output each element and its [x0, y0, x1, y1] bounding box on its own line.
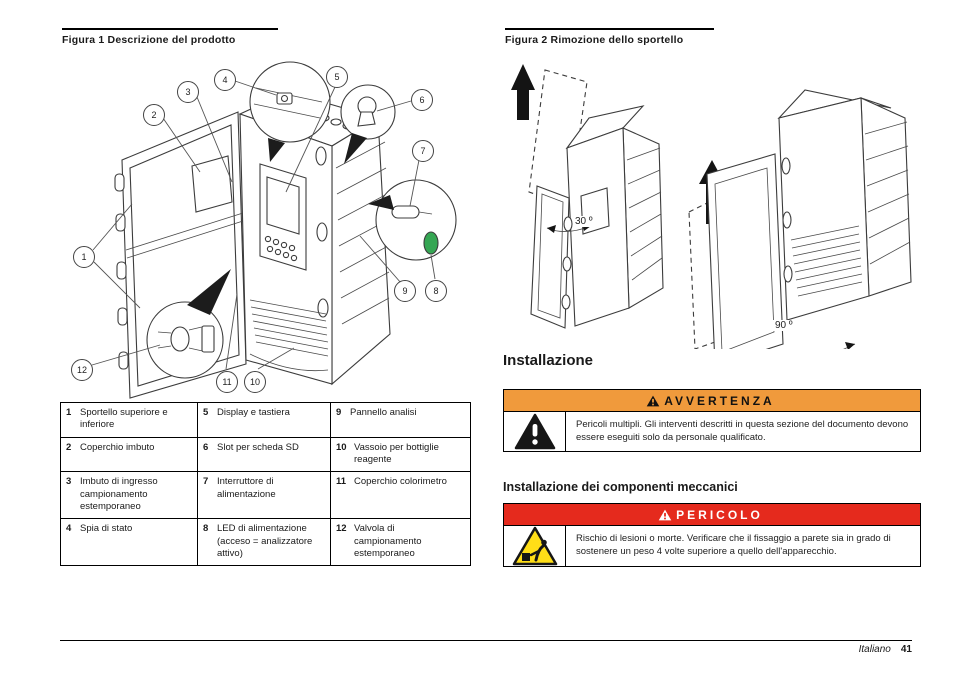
figure1-callout-9: 9	[394, 280, 416, 302]
figure1-callout-5: 5	[326, 66, 348, 88]
angle-label-90: 90 º	[775, 320, 793, 331]
angle-label-30: 30 º	[575, 216, 593, 227]
power-led-green	[424, 232, 438, 254]
figure1-callout-12: 12	[71, 359, 93, 381]
figure1-callout-4: 4	[214, 69, 236, 91]
table-row: 2 Coperchio imbuto 6 Slot per scheda SD 10 Vassoio per bottiglie reagente	[61, 437, 471, 472]
figure1-callout-10: 10	[244, 371, 266, 393]
warning-text: Pericoli multipli. Gli interventi descritti in questa sezione del documento devono essere eseguiti solo da personale qualificato.	[576, 419, 909, 444]
footer	[560, 644, 912, 655]
warning-box-avvertenza	[503, 389, 921, 452]
table-row: 1 Sportello superiore e inferiore 5 Display e tastiera 9 Pannello analisi	[61, 403, 471, 438]
figure1-callout-1: 1	[73, 246, 95, 268]
danger-text: Rischio di lesioni o morte. Verificare che il fissaggio a parete sia in grado di sostenere un peso 4 volte superiore a quello dell'apparecchio.	[576, 533, 891, 558]
figure1-caption	[62, 28, 278, 46]
figure1-callout-3: 3	[177, 81, 199, 103]
table-row: 3 Imbuto di ingresso campionamento estemporaneo 7 Interruttore di alimentazione 11 Coperchio colorimetro	[61, 472, 471, 519]
mechanical-installation-heading: Installazione dei componenti meccanici	[503, 480, 738, 494]
figure2-title: Figura 2 Rimozione dello sportello	[505, 34, 684, 46]
figure1-title: Figura 1 Descrizione del prodotto	[62, 34, 236, 46]
footer-rule	[60, 640, 912, 641]
figure1-legend-table	[60, 402, 471, 566]
figure1-callout-11: 11	[216, 371, 238, 393]
figure1-drawing	[60, 56, 472, 400]
footer-page-number: 41	[900, 644, 912, 655]
figure1-callout-2: 2	[143, 104, 165, 126]
warning-box-pericolo	[503, 503, 921, 567]
installation-heading: Installazione	[503, 352, 594, 369]
door-removal-illustration	[503, 56, 921, 349]
lifting-hazard-icon	[504, 526, 566, 566]
warning-triangle-icon	[646, 395, 660, 407]
danger-header	[504, 504, 920, 526]
figure1-callout-7: 7	[412, 140, 434, 162]
table-row: 4 Spia di stato 8 LED di alimentazione (acceso = analizzatore attivo) 12 Valvola di campionamento estemporaneo	[61, 519, 471, 566]
figure1-callout-8: 8	[425, 280, 447, 302]
product-diagram-illustration	[60, 56, 472, 400]
up-arrow-icon	[511, 64, 535, 90]
multiple-hazard-icon	[504, 412, 566, 451]
danger-title: PERICOLO	[676, 507, 763, 522]
warning-header	[504, 390, 920, 412]
figure2-drawing	[503, 56, 921, 349]
figure1-callout-6: 6	[411, 89, 433, 111]
warning-triangle-icon	[658, 509, 672, 521]
figure2-caption	[505, 28, 714, 46]
footer-language: Italiano	[858, 644, 891, 655]
warning-title: AVVERTENZA	[664, 393, 775, 408]
